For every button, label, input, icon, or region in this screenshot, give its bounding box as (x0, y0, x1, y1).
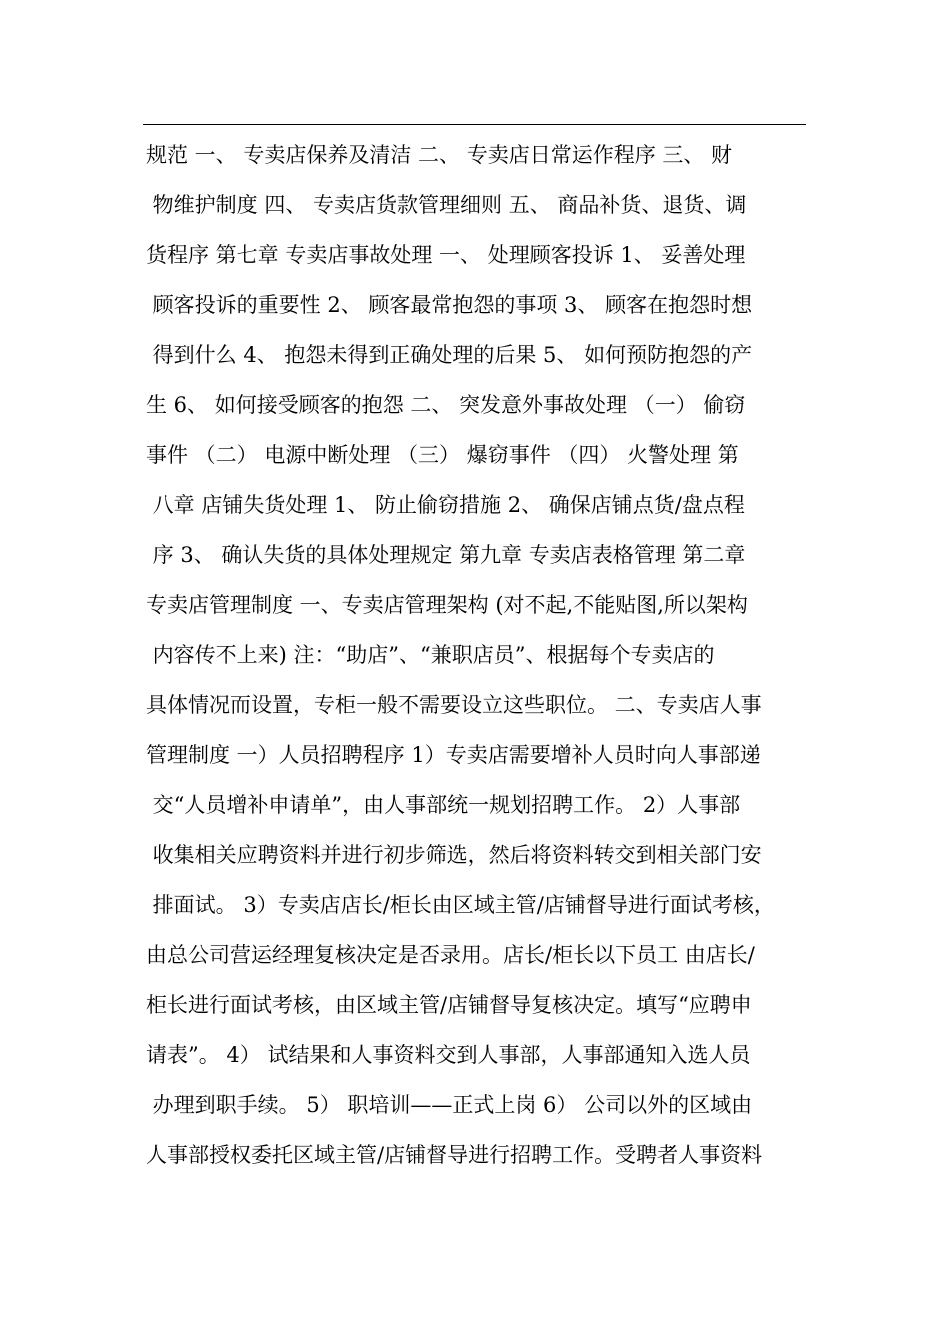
text-line: 柜长进行面试考核，由区域主管/店铺督导复核决定。填写“应聘申 (146, 993, 752, 1017)
text-line: 管理制度 一）人员招聘程序 1）专卖店需要增补人员时向人事部递 (146, 743, 761, 767)
text-line: 得到什么 4、 抱怨未得到正确处理的后果 5、 如何预防抱怨的产 (146, 343, 753, 367)
header-rule (143, 124, 806, 125)
text-line: 生 6、 如何接受顾客的抱怨 二、 突发意外事故处理 （一） 偷窃 (146, 393, 746, 417)
text-line: 顾客投诉的重要性 2、 顾客最常抱怨的事项 3、 顾客在抱怨时想 (146, 293, 753, 317)
text-line: 序 3、 确认失货的具体处理规定 第九章 专卖店表格管理 第二章 (146, 543, 746, 567)
text-line: 专卖店管理制度 一、专卖店管理架构 (对不起,不能贴图,所以架构 (146, 593, 748, 617)
text-line: 收集相关应聘资料并进行初步筛选，然后将资料转交到相关部门安 (146, 843, 762, 867)
text-line: 内容传不上来) 注：“助店”、“兼职店员”、根据每个专卖店的 (146, 643, 715, 667)
text-line: 物维护制度 四、 专卖店货款管理细则 五、 商品补货、退货、调 (146, 193, 747, 217)
text-line: 规范 一、 专卖店保养及清洁 二、 专卖店日常运作程序 三、 财 (146, 143, 733, 167)
text-line: 具体情况而设置，专柜一般不需要设立这些职位。 二、专卖店人事 (146, 693, 762, 717)
text-line: 八章 店铺失货处理 1、 防止偷窃措施 2、 确保店铺点货/盘点程 (146, 493, 745, 517)
text-line: 交“人员增补申请单”，由人事部统一规划招聘工作。 2）人事部 (146, 793, 741, 817)
text-line: 由总公司营运经理复核决定是否录用。店长/柜长以下员工 由店长/ (146, 943, 755, 967)
text-line: 请表”。 4） 试结果和人事资料交到人事部，人事部通知入选人员 (146, 1043, 751, 1067)
text-line: 人事部授权委托区域主管/店铺督导进行招聘工作。受聘者人事资料 (146, 1143, 763, 1167)
body-text (146, 130, 806, 1180)
text-line: 事件 （二） 电源中断处理 （三） 爆窃事件 （四） 火警处理 第 (146, 443, 739, 467)
text-line: 排面试。 3）专卖店店长/柜长由区域主管/店铺督导进行面试考核， (146, 893, 775, 917)
text-line: 货程序 第七章 专卖店事故处理 一、 处理顾客投诉 1、 妥善处理 (146, 243, 746, 267)
text-line: 办理到职手续。 5） 职培训——正式上岗 6） 公司以外的区域由 (146, 1093, 753, 1117)
